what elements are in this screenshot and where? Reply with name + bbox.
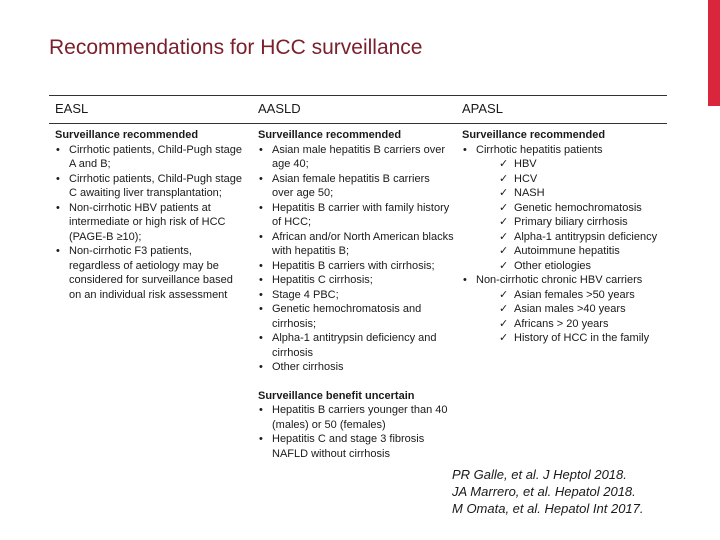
bullet-icon: • [259, 230, 263, 243]
aasld-list-2 [258, 403, 454, 461]
checkmark-icon: ✓ [499, 187, 509, 199]
list-item: ✓ Alpha-1 antitrypsin deficiency [499, 230, 658, 243]
apasl-list-2 [462, 273, 662, 288]
checkmark-icon: ✓ [499, 201, 509, 214]
slide-title: Recommendations for HCC surveillance [49, 36, 423, 59]
aasld-list [258, 143, 454, 375]
bullet-icon: • [463, 143, 467, 156]
easl-list [55, 143, 245, 303]
list-item: ✓ HBV [499, 158, 537, 170]
checkmark-icon: ✓ [499, 332, 509, 344]
list-item: • African and/or North American blacks with hepatitis B; [259, 230, 454, 257]
apasl-section-title: Surveillance recommended [462, 129, 606, 141]
list-item: • Other cirrhosis [259, 361, 344, 373]
bullet-icon: • [259, 361, 263, 373]
list-item: • Non-cirrhotic F3 patients, regardless of aetiology may be considered for surveillance based on an individual risk assessment [56, 245, 233, 301]
reference-item: JA Marrero, et al. Hepatol 2018. [452, 484, 636, 499]
accent-bar [708, 0, 720, 106]
table-header-bottom-rule [49, 123, 667, 124]
list-item: ✓ Asian females >50 years [499, 288, 635, 301]
table-header-top-rule [49, 95, 667, 96]
bullet-icon: • [259, 143, 263, 156]
list-item: ✓ Autoimmune hepatitis [499, 245, 620, 257]
checkmark-icon: ✓ [499, 216, 509, 228]
list-item: ✓ HCV [499, 172, 538, 185]
list-item: • Hepatitis B carriers with cirrhosis; [259, 259, 435, 272]
bullet-icon: • [259, 288, 263, 301]
list-item: ✓ History of HCC in the family [499, 332, 650, 344]
list-item: • Cirrhotic patients, Child-Pugh stage A and B; [56, 143, 243, 170]
aasld-column [258, 128, 454, 461]
list-item: ✓ Genetic hemochromatosis [499, 201, 642, 214]
references [452, 466, 644, 517]
apasl-list [462, 143, 662, 158]
apasl-column [462, 128, 662, 346]
checkmark-icon: ✓ [499, 288, 509, 301]
list-item: • Asian male hepatitis B carriers over age 40; [259, 143, 446, 170]
bullet-icon: • [259, 259, 263, 272]
list-item: • Non-cirrhotic chronic HBV carriers [463, 274, 643, 286]
apasl-group1-list [462, 157, 662, 273]
list-item: • Genetic hemochromatosis and cirrhosis; [259, 303, 422, 330]
bullet-icon: • [56, 143, 60, 156]
column-header-apasl: APASL [462, 101, 503, 116]
easl-section-title: Surveillance recommended [55, 129, 199, 141]
list-item: • Cirrhotic hepatitis patients [463, 143, 603, 156]
bullet-icon: • [259, 433, 263, 445]
apasl-group2-list [462, 288, 662, 346]
list-item: • Cirrhotic patients, Child-Pugh stage C awaiting liver transplantation; [56, 172, 243, 199]
list-item: • Hepatitis B carrier with family history of HCC; [259, 201, 450, 228]
bullet-icon: • [259, 274, 263, 286]
list-item: • Hepatitis B carriers younger than 40 (males) or 50 (females) [259, 404, 448, 431]
column-header-easl: EASL [55, 101, 89, 116]
bullet-icon: • [56, 201, 60, 214]
bullet-icon: • [259, 201, 263, 214]
checkmark-icon: ✓ [499, 303, 509, 315]
list-item: • Hepatitis C cirrhosis; [259, 274, 373, 286]
checkmark-icon: ✓ [499, 172, 509, 185]
list-item: ✓ Africans > 20 years [499, 317, 609, 330]
list-item: • Hepatitis C and stage 3 fibrosis NAFLD without cirrhosis [259, 433, 425, 460]
bullet-icon: • [259, 172, 263, 185]
easl-column [55, 128, 245, 302]
checkmark-icon: ✓ [499, 245, 509, 257]
aasld-section-title: Surveillance recommended [258, 129, 402, 141]
bullet-icon: • [259, 303, 263, 315]
list-item: ✓ Asian males >40 years [499, 303, 626, 315]
aasld-section2-title: Surveillance benefit uncertain [258, 389, 415, 402]
bullet-icon: • [259, 404, 263, 416]
checkmark-icon: ✓ [499, 230, 509, 243]
bullet-icon: • [56, 245, 60, 257]
reference-item: PR Galle, et al. J Heptol 2018. [452, 467, 627, 482]
list-item: ✓ Other etiologies [499, 259, 592, 272]
column-header-aasld: AASLD [258, 101, 301, 116]
list-item: • Non-cirrhotic HBV patients at intermediate or high risk of HCC (PAGE-B ≥10); [56, 201, 226, 243]
checkmark-icon: ✓ [499, 158, 509, 170]
list-item: • Asian female hepatitis B carriers over age 50; [259, 172, 430, 199]
bullet-icon: • [56, 172, 60, 185]
list-item: ✓ NASH [499, 187, 545, 199]
checkmark-icon: ✓ [499, 259, 509, 272]
section-gap [258, 375, 454, 389]
list-item: • Alpha-1 antitrypsin deficiency and cirrhosis [259, 332, 437, 359]
list-item: ✓ Primary biliary cirrhosis [499, 216, 628, 228]
bullet-icon: • [463, 274, 467, 286]
checkmark-icon: ✓ [499, 317, 509, 330]
reference-item: M Omata, et al. Hepatol Int 2017. [452, 501, 644, 516]
list-item: • Stage 4 PBC; [259, 288, 339, 301]
bullet-icon: • [259, 332, 263, 344]
